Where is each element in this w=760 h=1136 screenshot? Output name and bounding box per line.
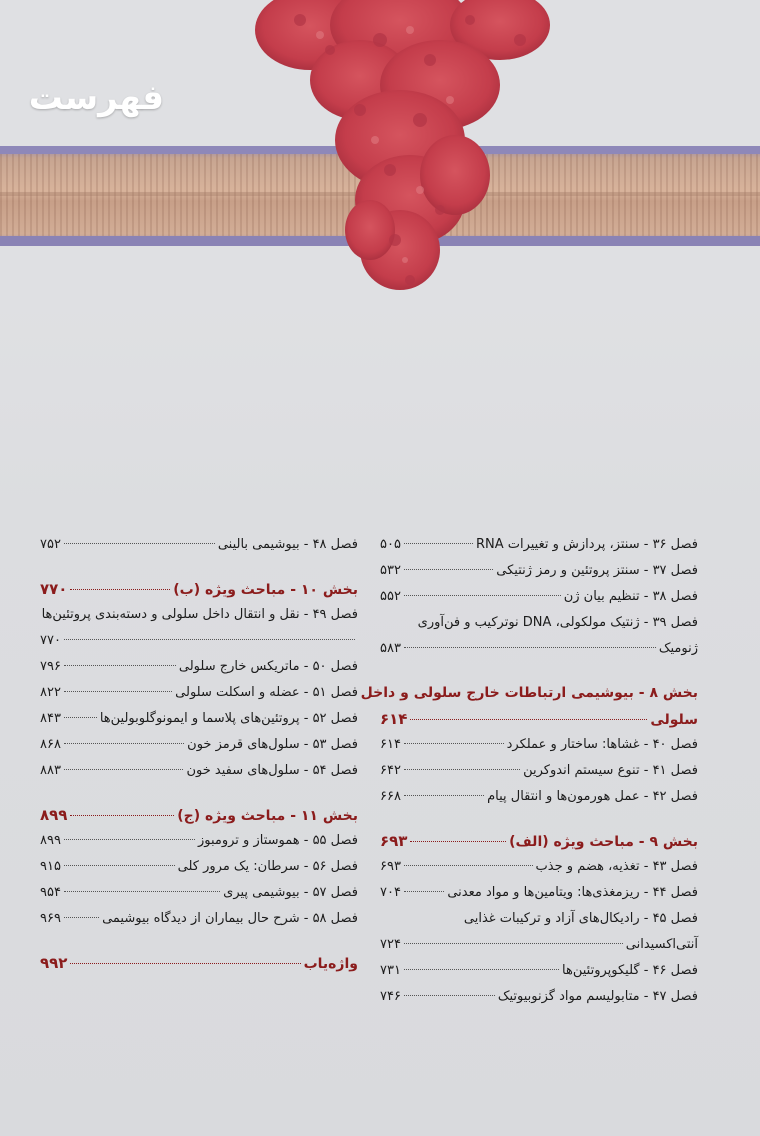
dot-leader (64, 865, 175, 866)
page-number: ۸۸۳ (40, 763, 61, 778)
dot-leader (404, 995, 495, 996)
toc-entry-row[interactable] (40, 680, 358, 706)
page-number: ۵۳۲ (380, 563, 401, 578)
toc-entry-row[interactable] (380, 932, 698, 958)
page-number: ۷۳۱ (380, 963, 401, 978)
page-number: ۶۱۴ (380, 737, 401, 752)
chapter-title: فصل ۳۸ - تنظیم بیان ژن (563, 589, 698, 604)
toc-section-row[interactable] (360, 680, 698, 706)
toc-entry-row[interactable] (380, 784, 698, 810)
section-gap (40, 932, 358, 950)
section-title: سلولی (650, 712, 698, 728)
section-title: بخش ۱۱ - مباحث ویژه (ج) (177, 808, 358, 824)
chapter-title: فصل ۳۶ - سنتز، پردازش و تغییرات RNA (475, 537, 698, 552)
dot-leader (404, 891, 444, 892)
section-gap (40, 784, 358, 802)
dot-leader (70, 963, 300, 964)
page-number: ۶۹۳ (380, 859, 401, 874)
toc-entry-row[interactable] (380, 584, 698, 610)
dot-leader (404, 943, 623, 944)
page-number: ۹۶۹ (40, 911, 61, 926)
page-number: ۸۹۹ (40, 806, 68, 824)
section-title: بخش ۱۰ - مباحث ویژه (ب) (173, 582, 358, 598)
dot-leader (64, 743, 184, 744)
dot-leader (404, 569, 493, 570)
page-number: ۷۰۴ (380, 885, 401, 900)
page-number: ۹۵۴ (40, 885, 61, 900)
page-number: ۵۵۲ (380, 589, 401, 604)
dot-leader (404, 795, 484, 796)
dot-leader (410, 841, 506, 842)
toc-section-row[interactable] (40, 950, 358, 976)
dot-leader (64, 717, 97, 718)
toc-entry-row[interactable] (40, 654, 358, 680)
chapter-title: فصل ۴۰ - غشاها: ساختار و عملکرد (506, 737, 698, 752)
section-title: بخش ۹ - مباحث ویژه (الف) (509, 834, 698, 850)
page-number: ۶۶۸ (380, 789, 401, 804)
dot-leader (404, 769, 520, 770)
page-number: ۶۴۲ (380, 763, 401, 778)
dot-leader (410, 719, 647, 720)
dot-leader (64, 891, 220, 892)
page-number: ۶۱۴ (380, 710, 408, 728)
dot-leader (64, 543, 215, 544)
chapter-title: فصل ۴۲ - عمل هورمون‌ها و انتقال پیام (487, 789, 698, 804)
dot-leader (64, 917, 99, 918)
page-number: ۸۶۸ (40, 737, 61, 752)
chapter-title: فصل ۵۱ - عضله و اسکلت سلولی (175, 685, 358, 700)
toc-entry-row[interactable] (380, 732, 698, 758)
chapter-title: فصل ۴۳ - تغذیه، هضم و جذب (535, 859, 698, 874)
dot-leader (64, 665, 176, 666)
page-number: ۹۹۲ (40, 954, 68, 972)
toc-entry-row[interactable] (380, 558, 698, 584)
dot-leader (404, 865, 533, 866)
cover-illustration (0, 0, 760, 310)
toc-entry-row[interactable] (40, 706, 358, 732)
chapter-title: فصل ۴۱ - تنوع سیستم اندوکرین (523, 763, 698, 778)
dot-leader (70, 589, 170, 590)
chapter-title: فصل ۵۳ - سلول‌های قرمز خون (187, 737, 358, 752)
toc-entry-row[interactable] (380, 758, 698, 784)
toc-section-row[interactable] (40, 802, 358, 828)
toc-entry-row[interactable] (40, 758, 358, 784)
toc-entry-row[interactable] (40, 628, 358, 654)
chapter-title: فصل ۴۸ - بیوشیمی بالینی (217, 537, 358, 552)
dot-leader (404, 543, 473, 544)
toc-entry-row[interactable] (40, 854, 358, 880)
toc-entry-row[interactable] (40, 732, 358, 758)
dot-leader (70, 815, 174, 816)
page-number: ۷۷۰ (40, 633, 61, 648)
dot-leader (404, 743, 504, 744)
section-gap (40, 558, 358, 576)
section-gap (380, 810, 698, 828)
dot-leader (404, 595, 561, 596)
page-number: ۷۴۶ (380, 989, 401, 1004)
toc-entry-row[interactable] (380, 984, 698, 1010)
page-number: ۶۹۳ (380, 832, 408, 850)
page-number: ۷۹۶ (40, 659, 61, 674)
dot-leader (64, 769, 184, 770)
toc-entry-row[interactable] (380, 854, 698, 880)
toc-entry-row[interactable] (40, 828, 358, 854)
chapter-title: فصل ۳۹ - ژنتیک مولکولی، DNA نوترکیب و فن‌آوری (417, 615, 698, 630)
toc-entry-row[interactable] (380, 532, 698, 558)
toc-entry-row[interactable] (380, 906, 698, 932)
toc-section-row[interactable] (380, 706, 698, 732)
toc-entry-row[interactable] (380, 958, 698, 984)
page-number: ۵۸۳ (380, 641, 401, 656)
chapter-title: فصل ۵۶ - سرطان: یک مرور کلی (177, 859, 358, 874)
toc-entry-row[interactable] (380, 636, 698, 662)
chapter-title: فصل ۵۰ - ماتریکس خارج سلولی (178, 659, 358, 674)
toc-right-column (360, 532, 698, 1010)
chapter-title: فصل ۵۴ - سلول‌های سفید خون (186, 763, 358, 778)
toc-section-row[interactable] (380, 828, 698, 854)
page-number: ۵۰۵ (380, 537, 401, 552)
page-number: ۸۴۳ (40, 711, 61, 726)
toc-entry-row[interactable] (40, 602, 358, 628)
page-number: ۸۲۲ (40, 685, 61, 700)
dot-leader (64, 691, 172, 692)
dot-leader (404, 647, 656, 648)
section-title: بخش ۸ - بیوشیمی ارتباطات خارج سلولی و داخل (360, 685, 698, 701)
toc-entry-row[interactable] (380, 880, 698, 906)
toc-entry-row[interactable] (40, 880, 358, 906)
section-title: واژه‌یاب (303, 956, 358, 972)
chapter-title: فصل ۵۲ - پروتئین‌های پلاسما و ایمونوگلوبولین‌ها (99, 711, 358, 726)
toc-entry-row[interactable] (380, 610, 698, 636)
page-number: ۷۵۲ (40, 537, 61, 552)
chapter-title: فصل ۴۹ - نقل و انتقال داخل سلولی و دسته‌بندی پروتئین‌ها (41, 607, 358, 622)
section-gap (380, 662, 698, 680)
chapter-title: ژنومیک (658, 641, 698, 656)
toc-left-column (40, 532, 358, 976)
page-number: ۷۷۰ (40, 580, 68, 598)
toc-entry-row[interactable] (40, 906, 358, 932)
chapter-title: فصل ۴۶ - گلیکوپروتئین‌ها (562, 963, 698, 978)
page-number: ۷۲۴ (380, 937, 401, 952)
chapter-title: فصل ۵۸ - شرح حال بیماران از دیدگاه بیوشیمی (102, 911, 358, 926)
dot-leader (404, 969, 559, 970)
dot-leader (64, 839, 195, 840)
chapter-title: فصل ۵۷ - بیوشیمی پیری (223, 885, 358, 900)
page-number: ۹۱۵ (40, 859, 61, 874)
chapter-title: فصل ۴۵ - رادیکال‌های آزاد و ترکیبات غذایی (463, 911, 698, 926)
toc-section-row[interactable] (40, 576, 358, 602)
chapter-title: فصل ۵۵ - هموستاز و ترومبوز (197, 833, 358, 848)
chapter-title: فصل ۴۷ - متابولیسم مواد گزنوبیوتیک (497, 989, 698, 1004)
page-number: ۸۹۹ (40, 833, 61, 848)
chapter-title: فصل ۳۷ - سنتز پروتئین و رمز ژنتیکی (496, 563, 698, 578)
chapter-title: فصل ۴۴ - ریزمغذی‌ها: ویتامین‌ها و مواد معدنی (447, 885, 698, 900)
chapter-title: آنتی‌اکسیدانی (625, 937, 698, 952)
toc-entry-row[interactable] (40, 532, 358, 558)
page-title: فهرست (28, 78, 164, 118)
dot-leader (64, 639, 355, 640)
